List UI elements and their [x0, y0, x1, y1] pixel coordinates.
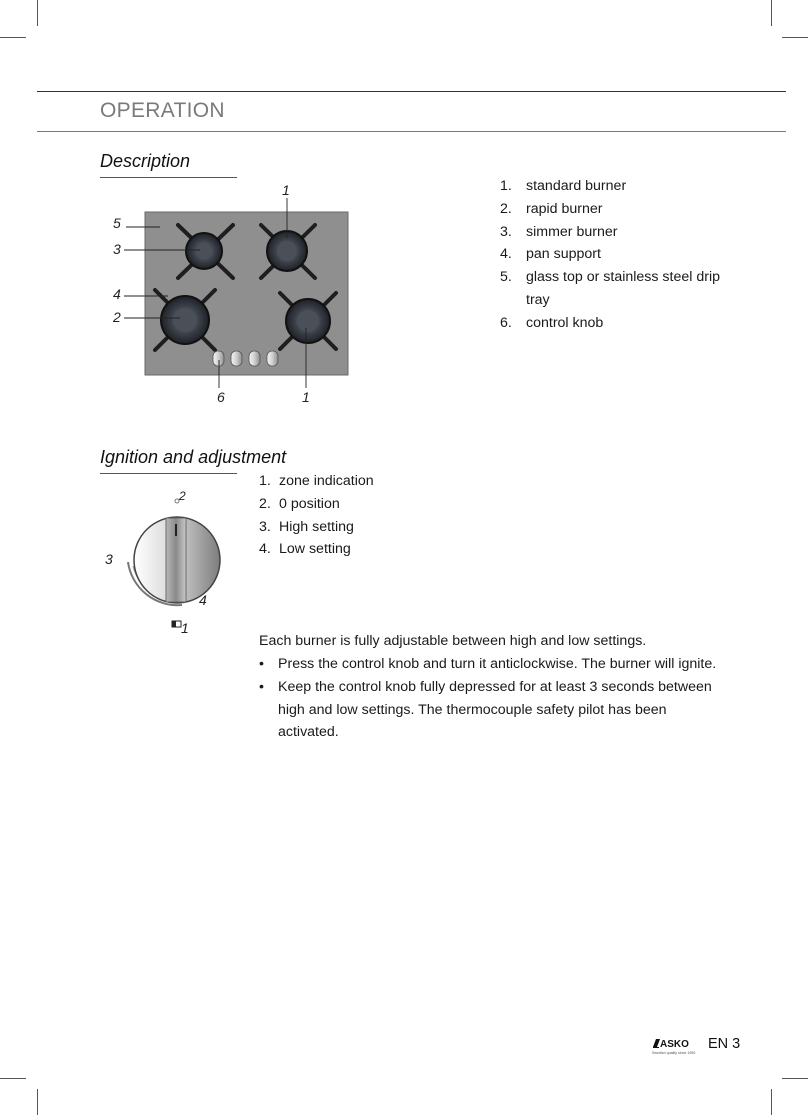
bullet-item: • Press the control knob and turn it anticlockwise. The burner will ignite.: [259, 656, 717, 672]
crop-mark: [782, 1078, 808, 1079]
crop-mark: [37, 1089, 38, 1115]
list-item: 2. rapid burner: [500, 200, 603, 217]
brand-name: ASKO: [660, 1039, 689, 1050]
knob-diagram: [100, 480, 250, 640]
crop-mark: [37, 0, 38, 26]
list-item: 3. High setting: [259, 518, 354, 535]
bullet-item: • Keep the control knob fully depressed for at least 3 seconds between high and low settings. The thermocouple safety pilot has been activated.: [259, 678, 712, 741]
knob-callout-4: 4: [199, 592, 207, 608]
callout-5: 5: [113, 215, 121, 231]
burner-rapid: [155, 290, 215, 350]
hob-top: [145, 212, 348, 375]
knob-callout-3: 3: [105, 551, 113, 567]
description-list: [500, 175, 730, 335]
burner-standard-rear: [261, 225, 315, 278]
brand-tagline: Swedish quality since 1950: [652, 1051, 696, 1055]
crop-mark: [0, 37, 26, 38]
knob-callout-1: 1: [181, 620, 189, 636]
crop-mark: [782, 37, 808, 38]
ignition-paragraph: Each burner is fully adjustable between high and low settings.: [259, 633, 647, 649]
crop-mark: [771, 1089, 772, 1115]
callout-1-bottom: 1: [302, 389, 310, 405]
ignition-heading: Ignition and adjustment: [100, 447, 287, 467]
hob-diagram: [100, 178, 360, 408]
asko-logo: [652, 1038, 700, 1056]
crop-mark: [0, 1078, 26, 1079]
section-title: OPERATION: [100, 99, 225, 122]
callout-2: 2: [113, 309, 121, 325]
callout-3: 3: [113, 241, 121, 257]
callout-6: 6: [217, 389, 225, 405]
ignition-list: [259, 470, 479, 561]
list-item: 1. standard burner: [500, 178, 627, 194]
list-item: 5. glass top or stainless steel drip tray: [500, 269, 720, 308]
ignition-bullets: [259, 653, 729, 744]
burner-standard-front: [280, 293, 336, 349]
list-item: 3. simmer burner: [500, 223, 618, 240]
knob-callout-2: 2: [179, 489, 186, 503]
list-item: 4. Low setting: [259, 541, 351, 558]
list-item: 4. pan support: [500, 246, 601, 263]
callout-4: 4: [113, 286, 121, 302]
header-rule-top: [37, 91, 786, 92]
list-item: 2. 0 position: [259, 495, 340, 512]
page-number: EN 3: [708, 1036, 741, 1052]
header-rule-bottom: [37, 131, 786, 132]
list-item: 1. zone indication: [259, 473, 374, 489]
callout-1-top: 1: [282, 182, 290, 198]
crop-mark: [771, 0, 772, 26]
description-heading: Description: [100, 151, 191, 171]
list-item: 6. control knob: [500, 314, 604, 331]
ignition-heading-rule: [100, 473, 237, 474]
